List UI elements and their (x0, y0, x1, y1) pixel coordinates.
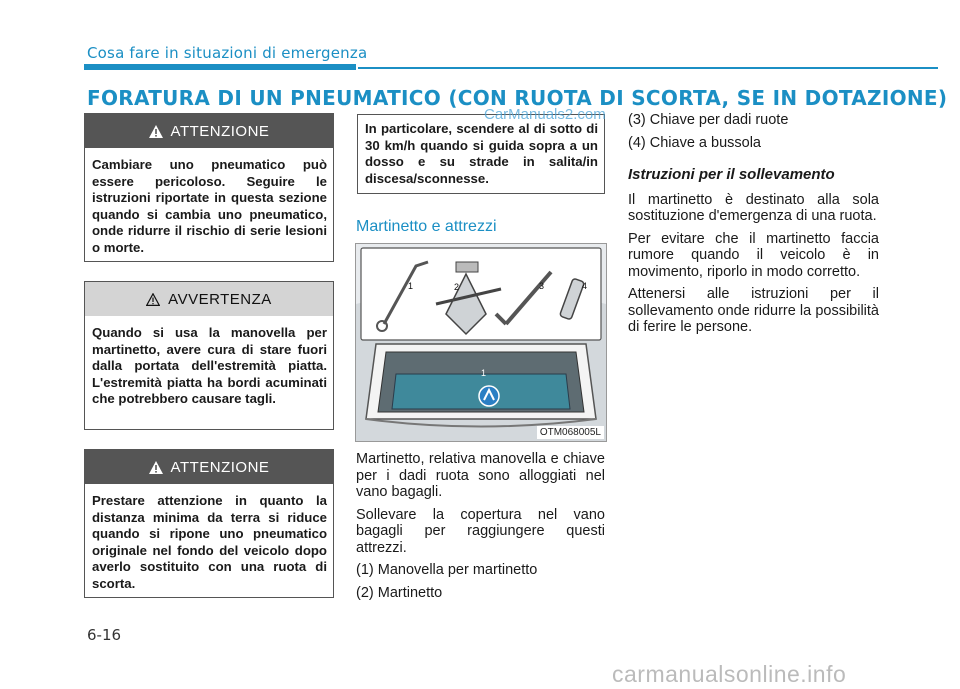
header-rule-thin (358, 67, 938, 69)
paragraph: Il martinetto è destinato alla sola sostituzione d'emergenza di una ruota. (628, 191, 879, 224)
paragraph: Martinetto, relativa manovella e chiave per i dadi ruota sono alloggiati nel vano bagagli. (356, 451, 605, 500)
speed-note-box: In particolare, scendere al di sotto di 30 km/h quando si guida sopra a un dosso e su strade in salita/in discesa/sconnesse. (357, 114, 605, 194)
paragraph: Sollevare la copertura nel vano bagagli per raggiungere questi attrezzi. (356, 506, 605, 556)
caution-icon (146, 293, 160, 306)
caution-box (84, 281, 334, 430)
watermark-top: CarManuals2.com (484, 106, 606, 123)
trunk-illustration (356, 244, 606, 441)
subtitle-tools: Martinetto e attrezzi (356, 218, 497, 235)
warning-text: Cambiare uno pneumatico può essere pericoloso. Seguire le istruzioni riportate in questa sezione quando si cambia uno pneumatico, onde ridurre il rischio di serie lesioni o morte. (92, 157, 327, 255)
page-number: 6-16 (87, 626, 122, 644)
figure-label: 1 (481, 368, 487, 378)
watermark-bottom: carmanualsonline.info (612, 661, 847, 687)
section-title: Cosa fare in situazioni di emergenza (87, 44, 368, 62)
figure-label: 3 (539, 281, 545, 291)
right-text (628, 112, 879, 342)
list-item: (1) Manovella per martinetto (356, 562, 538, 578)
warning-heading: ATTENZIONE (170, 458, 270, 476)
warning-box-2 (84, 449, 334, 598)
warning-heading: ATTENZIONE (170, 122, 270, 140)
caution-header (85, 282, 333, 316)
figure-label: 4 (582, 281, 588, 291)
middle-text (356, 451, 605, 607)
figure-label: 1 (408, 281, 414, 291)
warning-header (85, 114, 333, 148)
caution-heading: AVVERTENZA (168, 290, 272, 308)
warning-text: Prestare attenzione in quanto la distanza minima da terra si riduce quando si ripone uno pneumatico originale nel fondo del veicolo dopo averlo sostituito con una ruota di scorta. (92, 493, 327, 591)
warning-header (85, 450, 333, 484)
caution-text: Quando si usa la manovella per martinetto, avere cura di stare fuori dalla portata dell'estremità piatta. L'estremità piatta ha bordi acuminati che potrebbero causare tagli. (92, 325, 327, 406)
list-item: (4) Chiave a bussola (628, 134, 761, 151)
warning-icon (149, 461, 163, 474)
paragraph: Per evitare che il martinetto faccia rumore quando il veicolo è in movimento, riporlo in modo corretto. (628, 230, 879, 280)
subtitle-lifting: Istruzioni per il sollevamento (628, 166, 835, 183)
page-title: FORATURA DI UN PNEUMATICO (CON RUOTA DI SCORTA, SE IN DOTAZIONE) (87, 86, 948, 110)
warning-box-1 (84, 113, 334, 262)
paragraph: Attenersi alle istruzioni per il sollevamento onde ridurre la possibilità di ferire le persone. (628, 286, 879, 335)
tools-figure (355, 243, 607, 442)
figure-label: 2 (454, 282, 460, 292)
list-item: (3) Chiave per dadi ruote (628, 112, 789, 128)
header-rule-thick (84, 64, 356, 70)
figure-code: OTM068005L (537, 426, 604, 439)
list-item: (2) Martinetto (356, 584, 443, 601)
warning-icon (149, 125, 163, 138)
